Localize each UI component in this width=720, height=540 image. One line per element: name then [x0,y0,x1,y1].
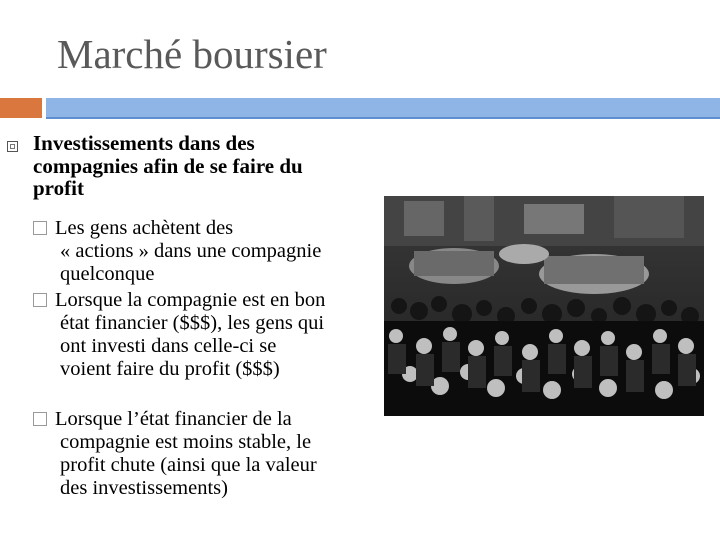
accent-bar-orange [0,98,42,118]
main-bullet-line: profit [33,176,84,200]
sub-bullet-1 [33,217,383,286]
accent-bar-blue-underline [46,117,720,119]
trading-floor-illustration [384,196,704,416]
main-bullet-line: compagnies afin de se faire du [33,153,303,178]
sub-bullet-text: « actions » dans une compagnie [60,240,322,262]
bullet-square-icon [7,141,18,152]
sub-bullet-text: Lorsque l’état financier de la [55,408,292,430]
accent-bar-blue [46,98,720,118]
sub-bullet-text: quelconque [60,263,155,285]
sub-bullet-text: état financier ($$$), les gens qui [60,312,325,334]
main-bullet [33,132,363,200]
slide-title: Marché boursier [57,31,327,77]
sub-bullet-3 [33,408,383,500]
sub-bullet-text: Les gens achètent des [55,217,234,239]
sub-bullet-text: profit chute (ainsi que la valeur [60,454,317,476]
sub-bullet-text: ont investi dans celle-ci se [60,335,277,357]
sub-bullet-text: compagnie est moins stable, le [60,431,312,453]
sub-bullet-text: voient faire du profit ($$$) [60,358,280,380]
sub-bullet-2 [33,289,383,381]
main-bullet-line: Investissements dans des [33,131,255,155]
sub-bullet-box-icon [33,412,47,426]
sub-bullet-box-icon [33,293,47,307]
sub-bullet-text: des investissements) [60,477,228,499]
stock-exchange-photo [384,196,704,416]
sub-bullet-text: Lorsque la compagnie est en bon [55,289,326,311]
sub-bullet-box-icon [33,221,47,235]
